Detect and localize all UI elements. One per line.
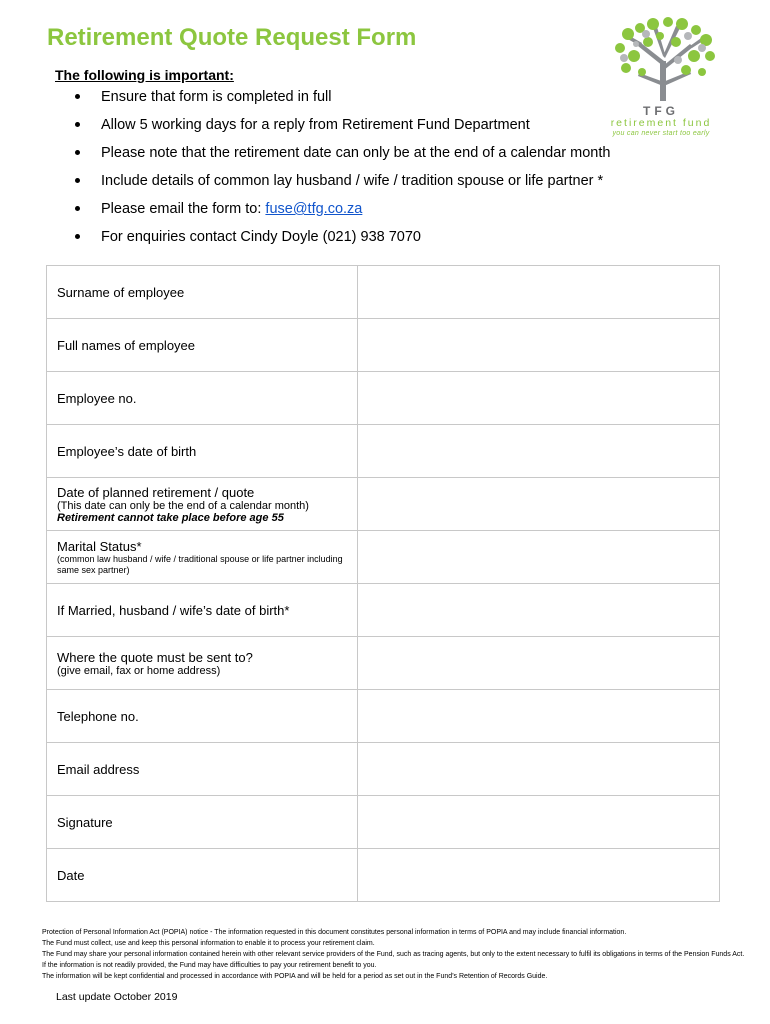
notice-line: If the information is not readily provided, the Fund may have difficulties to pay your retirement benefit to you. bbox=[42, 962, 377, 969]
full-names-label: Full names of employee bbox=[47, 319, 358, 372]
retirement-date-label bbox=[47, 478, 358, 531]
table-row bbox=[47, 796, 720, 849]
date-of-birth-field[interactable] bbox=[358, 425, 720, 478]
notice-line: The Fund may share your personal information contained herein with other relevant service providers of the Fund, such as tracing agents, but only to the extent necessary to fulfil its obligations in terms of the Pension Funds Act. bbox=[42, 951, 745, 958]
table-row bbox=[47, 743, 720, 796]
notice-line: The Fund must collect, use and keep this personal information to enable it to process your retirement claim. bbox=[42, 940, 375, 947]
date-of-birth-label: Employee’s date of birth bbox=[47, 425, 358, 478]
table-row bbox=[47, 584, 720, 637]
email-label: Email address bbox=[47, 743, 358, 796]
email-field[interactable] bbox=[358, 743, 720, 796]
date-label: Date bbox=[47, 849, 358, 902]
logo-text bbox=[598, 104, 724, 137]
notice-line: Protection of Personal Information Act (POPIA) notice - The information requested in this document constitutes personal information in terms of POPIA and may include financial information. bbox=[42, 929, 627, 936]
send-quote-label bbox=[47, 637, 358, 690]
spouse-dob-label: If Married, husband / wife’s date of birth* bbox=[47, 584, 358, 637]
surname-label: Surname of employee bbox=[47, 266, 358, 319]
table-row bbox=[47, 849, 720, 902]
signature-label: Signature bbox=[47, 796, 358, 849]
table-row bbox=[47, 425, 720, 478]
date-field[interactable] bbox=[358, 849, 720, 902]
quote-request-table bbox=[46, 265, 720, 902]
list-item: Include details of common lay husband / wife / tradition spouse or life partner * bbox=[75, 170, 610, 198]
table-row bbox=[47, 690, 720, 743]
logo-name: TFG bbox=[643, 104, 679, 118]
popia-notice bbox=[42, 927, 762, 982]
logo-tagline: you can never start too early bbox=[612, 130, 710, 137]
retirement-date-hint: (This date can only be the end of a calendar month) bbox=[57, 499, 309, 512]
instruction-list bbox=[75, 86, 610, 254]
table-row bbox=[47, 531, 720, 584]
telephone-label: Telephone no. bbox=[47, 690, 358, 743]
list-item: Allow 5 working days for a reply from Retirement Fund Department bbox=[75, 114, 610, 142]
employee-no-label: Employee no. bbox=[47, 372, 358, 425]
send-quote-hint: (give email, fax or home address) bbox=[57, 664, 221, 677]
bullet-icon bbox=[75, 150, 80, 155]
marital-status-title: Marital Status* bbox=[57, 538, 142, 554]
table-row bbox=[47, 637, 720, 690]
table-row bbox=[47, 478, 720, 531]
bullet-icon bbox=[75, 94, 80, 99]
list-item: For enquiries contact Cindy Doyle (021) 938 7070 bbox=[75, 226, 610, 254]
list-item: Please email the form to: fuse@tfg.co.za bbox=[75, 198, 610, 226]
bullet-icon bbox=[75, 122, 80, 127]
retirement-age-note: Retirement cannot take place before age 55 bbox=[57, 511, 284, 524]
retirement-date-title: Date of planned retirement / quote bbox=[57, 484, 255, 500]
marital-status-label bbox=[47, 531, 358, 584]
employee-no-field[interactable] bbox=[358, 372, 720, 425]
send-quote-title: Where the quote must be sent to? bbox=[57, 649, 253, 665]
marital-status-field[interactable] bbox=[358, 531, 720, 584]
list-item: Ensure that form is completed in full bbox=[75, 86, 610, 114]
bullet-icon bbox=[75, 234, 80, 239]
telephone-field[interactable] bbox=[358, 690, 720, 743]
page-title: Retirement Quote Request Form bbox=[47, 24, 417, 51]
spouse-dob-field[interactable] bbox=[358, 584, 720, 637]
send-quote-field[interactable] bbox=[358, 637, 720, 690]
tree-icon bbox=[598, 16, 728, 106]
surname-field[interactable] bbox=[358, 266, 720, 319]
marital-status-hint: (common law husband / wife / traditional spouse or life partner including same sex partner) bbox=[57, 553, 343, 575]
logo-subtitle: retirement fund bbox=[610, 117, 712, 129]
retirement-date-field[interactable] bbox=[358, 478, 720, 531]
bullet-icon bbox=[75, 178, 80, 183]
bullet-icon bbox=[75, 206, 80, 211]
email-link[interactable]: fuse@tfg.co.za bbox=[265, 201, 363, 217]
signature-field[interactable] bbox=[358, 796, 720, 849]
table-row bbox=[47, 372, 720, 425]
list-item: Please note that the retirement date can only be at the end of a calendar month bbox=[75, 142, 610, 170]
notice-line: The information will be kept confidential and processed in accordance with POPIA and will be held for a period as set out in the Fund’s Retention of Records Guide. bbox=[42, 973, 548, 980]
important-heading: The following is important: bbox=[55, 67, 234, 83]
last-update: Last update October 2019 bbox=[56, 991, 178, 1003]
full-names-field[interactable] bbox=[358, 319, 720, 372]
table-row bbox=[47, 266, 720, 319]
table-row bbox=[47, 319, 720, 372]
